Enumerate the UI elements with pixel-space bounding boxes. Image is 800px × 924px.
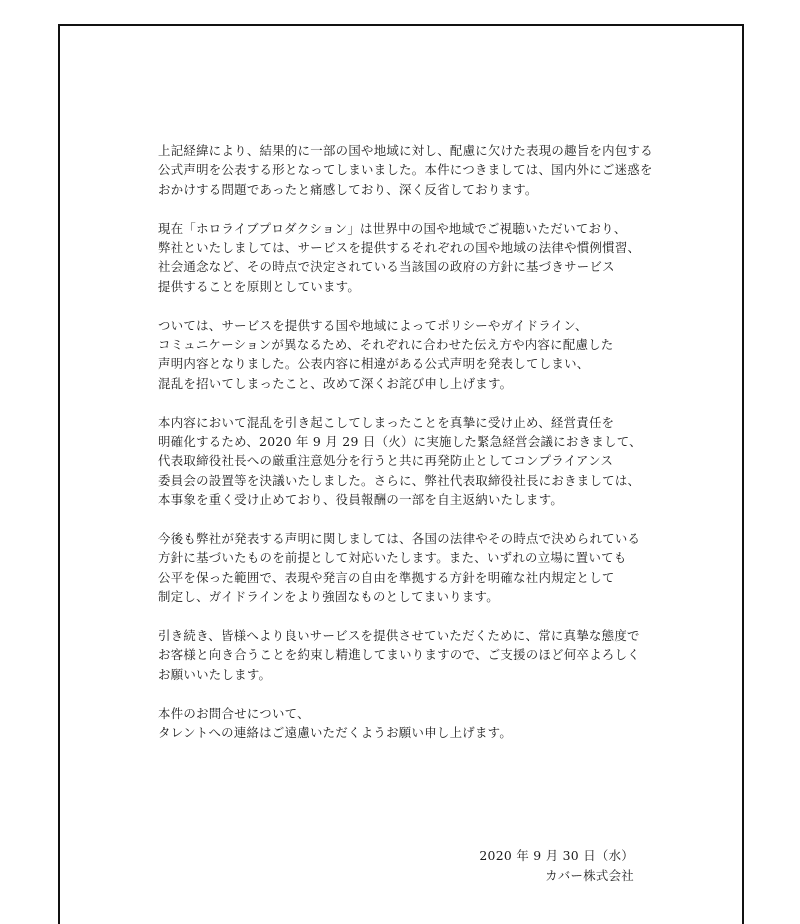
text-line: 本事象を重く受け止めており、役員報酬の一部を自主返納いたします。 [158, 492, 564, 508]
text-line: お願いいたします。 [158, 666, 272, 682]
text-line: コミュニケーションが異なるため、それぞれに合わせた伝え方や内容に配慮した [158, 337, 614, 353]
text-line: 今後も弊社が発表する声明に関しましては、各国の法律やその時点で決められている [158, 531, 641, 547]
text-line: 社会通念など、その時点で決定されている当該国の政府の方針に基づきサービス [158, 259, 615, 275]
text-line: ついては、サービスを提供する国や地域によってポリシーやガイドライン、 [158, 317, 588, 333]
text-line: 上記経緯により、結果的に一部の国や地域に対し、配慮に欠けた表現の趣旨を内包する [158, 143, 653, 158]
text-line: 本件のお問合せについて、 [158, 705, 310, 721]
text-line: 声明内容となりました。公表内容に相違がある公式声明を発表してしまい、 [158, 356, 590, 372]
text-line: おかけする問題であったと痛感しており、深く反省しております。 [158, 181, 538, 197]
paragraph-policy [158, 219, 641, 297]
text-line: 制定し、ガイドラインをより強固なものとしてまいります。 [158, 589, 499, 605]
paragraph-regret [158, 141, 653, 199]
statement-body [158, 141, 653, 762]
signature-block [479, 846, 634, 886]
text-line: 提供することを原則としています。 [158, 278, 361, 294]
signature-company: カバー株式会社 [545, 868, 634, 883]
paragraph-apology [158, 316, 638, 394]
text-line: 引き続き、皆様へより良いサービスを提供させていただくために、常に真摯な態度で [158, 628, 640, 644]
text-line: タレントへの連絡はご遠慮いただくようお願い申し上げます。 [158, 725, 513, 741]
text-line: 本内容において混乱を引き起こしてしまったことを真摯に受け止め、経営責任を [158, 414, 615, 430]
text-line: 現在「ホロライブプロダクション」は世界中の国や地域でご視聴いただいており、 [158, 220, 627, 236]
text-line: 弊社といたしましては、サービスを提供するそれぞれの国や地域の法律や慣例慣習、 [158, 240, 641, 256]
signature-date: 2020 年 9 月 30 日（水） [479, 848, 634, 863]
paragraph-inquiries [158, 704, 638, 743]
text-line: 公平を保った範囲で、表現や発言の自由を準拠する方針を明確な社内規定として [158, 569, 615, 585]
text-line: 代表取締役社長への厳重注意処分を行うと共に再発防止としてコンプライアンス [158, 453, 614, 469]
paragraph-measures [158, 413, 642, 510]
text-line: 明確化するため、2020 年 9 月 29 日（火）に実施した緊急経営会議におきまして、 [158, 434, 642, 450]
text-line: 混乱を招いてしまったこと、改めて深くお詫び申し上げます。 [158, 375, 513, 391]
text-line: 公式声明を公表する形となってしまいました。本件につきましては、国内外にご迷惑を [158, 162, 653, 178]
paragraph-commitment [158, 626, 638, 684]
text-line: 方針に基づいたものを前提として対応いたします。また、いずれの立場に置いても [158, 550, 627, 566]
text-line: 委員会の設置等を決議いたしました。さらに、弊社代表取締役社長におきましては、 [158, 472, 641, 488]
paragraph-future [158, 529, 641, 607]
text-line: お客様と向き合うことを約束し精進してまいりますので、ご支援のほど何卒よろしく [158, 647, 640, 663]
